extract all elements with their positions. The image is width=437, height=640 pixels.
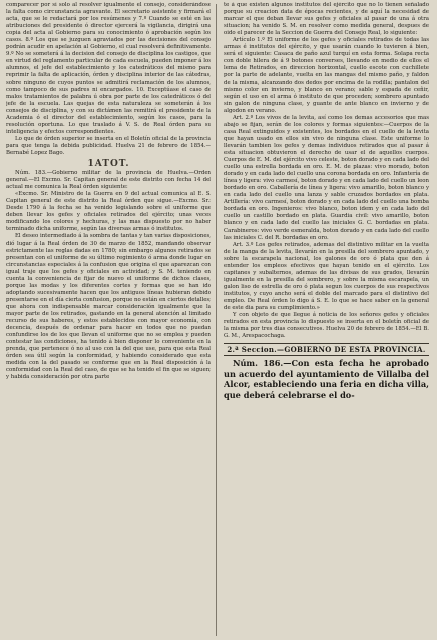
- stamp-mark: 1ATOT.: [87, 159, 130, 170]
- paragraph-royal-order-quote: «Excmo. Sr. Ministro de la Guerra en 9 del actual comunica al E. S. Capitan general de este distrito la Real órden que sigue.—Excmo. Sr.: Desde 1790 á la fecha se ha venido legislando sobre el uniforme que deben llevar los gefes y oficiales retirados del ejército; unas veces modificando los colores y hechuras, y las mas dispuesto por no haber terminado dicha uniforme, según las diversas armas ó institutos.: [6, 191, 211, 233]
- section-heading: 2.ª Seccion.—GOBIERNO DE ESTA PROVINCIA.: [224, 343, 429, 356]
- paragraph-article-1: Artículo 1.º El uniforme de los gefes y oficiales retirados de todas las armas é institutos del ejército, y que usarán cuando lo tuvieren á bien, será el siguiente: Casaca de paño azul turquí en esta forma. Solapa recta con doble hilera de á 9 botones converses, llevando en medio de ellos el lema de Retirados, en direccion horizontal, cuello escote con cuchillete por la parte de adelante, vuelta en las mangas del mismo paño, y faldon de la misma, alcanzando dos dedos por encima de la rodilla; pantalon del mismo color en invierno, y blanco en verano; sable y espada de ceñir, según el uso en el arma ó instituto de que proceden; sombrero apuntado sin galon de ninguna clase, y guante de ante blanco en invierno y de algodon en verano.: [224, 37, 429, 114]
- paragraph-resolution: te á que existen algunos institutos del ejército que no lo tienen señalado porque su creacion data de épocas recientes, y de aquí la necesidad de marcar el que deban llevar sus gefes y oficiales al pasar de una á otra situacion; ha venido S. M. en resolver como medida general, despues de oido el parecer de la Seccion de Guerra del Consejo Real, lo siguiente:: [224, 2, 429, 37]
- paragraph-publication-order: Lo que de órden superior se inserta en el Boletín oficial de la provincia para que tenga la debida publicidad. Huelva 21 de febrero de 1854.—Bernabé Lopez Bago.: [6, 135, 211, 156]
- paragraph-article-2: Art. 2.º Los vivos de la levita, así como los demas accesorios que mas abajo se fijan, serán de los colores y formas siguientes:—Cuerpos de la casa Real extinguidos y existentes, los bordados en el cuello de la levita que hayan usado en ellos sin vivo de ninguna clase. Este uniforme lo llevarán tambien los gefes y demas individuos retirados que al pasar á esta situacion obtuvieron el derecho de usar el de aquellos cuerpos. Cuerpos de E. M. del ejército vivo celeste, boton dorado y en cada lado del cuello una estrella bordada en oro. E. M. de plazas: vivo morado, boton dorado y en cada lado del cuello una corona bordada en oro. Infantería de línea y ligera: vivo carmesí, boton dorado y en cada lado del cuello un leon bordado en oro. Caballería de línea y ligera: vivo amarillo, boton blanco y en cada lado del cuello una lanza y sable cruzados bordados en plata. Artillería: vivo carmesí, boton dorado y en cada lado del cuello una bomba bordada en oro. Ingenieros: vivo blanco, boton idem y en cada lado del cuello un castillo bordado en plata. Guardia civil: vivo amarillo, boton blanco y en cada lado del cuello las iniciales G. C. bordadas en plata. Carabineros: vivo verde esmeralda, boton dorado y en cada lado del cuello las iniciales C. del R. bordadas en oro.: [224, 114, 429, 241]
- paragraph-discipline-council: comparecer por sí solo al resolver igualmente el consejo, considerándose la falta como circunstancia agravante. El secretario asistente y firmará el acta, que se le redactará por los resúmenes y 7.º Cuando se esté en las atribuciones del presidente ó director ejercerá la vigilancia, dirigirá una copia del acta al Gobierno para su conocimiento ó aprobación según los casos. 8.º Los que se juzguen agraviados por las decisiones del consejo podrán acudir en apelación al Gobierno, el cual resolverá definitivamente. 9.º No se someterá á la decision del consejo de disciplina los castigos, que en virtud del reglamento particular de cada escuela, pueden imponer á los alumnos, el jefe del establecimiento y los catedráticos del mismo para reprimir la falta de aplicación, órden y disciplina interior de las cátedras, sobre ninguno de cuyos puntos se admitirá reclamación de los alumnos, como tampoco de sus padres ni encargados. 10. Exceptúase el caso de malos tratamientos de palabra ú obra por parte de los catedráticos ó del jefe de la escuela. Las quejas de esta naturaleza se someterán á los consejos de disciplina, y con su dictámen las remitirá el presidente de la Academia ó el director del establecimiento, según los casos, para la resolución oportuna. Lo que traslado á V. S. de Real órden para su inteligencia y efectos correspondientes.: [6, 2, 211, 135]
- paragraph-article-3: Art. 3.º Los gefes retirados, ademas del distintivo militar en la vuelta de la manga de la levita, llevarán en la presilla del sombrero apuntado, y sobre la escarapela nacional, los galones de oro ó plata que den á entender los empleos efectivos que hayan tenido en el ejército. Los capitanes y subalternos, ademas de las divisas de sus grados, llevarán igualmente en la presilla del sombrero, y sobre la misma escarapela, un galon liso de estrella de oro ó plata segun los cuerpos de sus respectivos institutos, y cuyo ancho será el doble del marcado para el distintivo del empleo. De Real órden lo digo á S. E. lo que se hace saber en la general de este dia para su cumplimiento.»: [224, 241, 429, 312]
- paragraph-uniform-history: El deseo intermediado á la sombra de tantas y tan varias disposiciones, dió lugar á la Real órden de 30 de marzo de 1852, mandando observar estrictamente las reglas dadas en 1780; sin embargo algunos retirados se presentan con el uniforme de su último regimiento ó arma donde lugar en circunstancias especiales á la confusion que origina el que aparezcan con igual traje que los gefes y oficiales en actividad; y S. M. teniendo en cuenta la conveniencia de fijar de nuevo el uniforme de dichos clases, porque las modas y los diferentes cortes y formas que se han ido adoptando sucesivamente hacen que los antiguos líneas hubieran debido presentarse en el día cierta confusion, porque no están en ciertos detalles; que ahora con indispensable marcar consideración igualmente que la mayor parte de los retirados, gastando en la general atención al limitado recurso de sus haberes, y estos establecidos con mayor economía, con decencia, después de ordenar para hacer en todos que no puedan confundirse los de los que llevan el uniforme que no se emplea y pueden contestar las condiciones, ha tenido á bien disponer lo conveniente en la prenda, que pertenece ó no al uso con la del que use, para que esta Real órden sea útil según la conformidad, y habiendo considerado que esta medida con la del pasado se conforme que en la Real disposición á la conformidad con la Real del caso, de que se ha tenido el fin que se siguen; y habida consideración por otra parte: [6, 233, 211, 381]
- column-divider: [216, 4, 217, 636]
- paragraph-fair-approval: Núm. 186.—Con esta fecha he aprobado un acuerdo del ayuntamiento de Villalba del Alcor, estableciendo una feria en dicha villa, que deberá celebrarse el do-: [224, 358, 429, 400]
- paragraph-provincial-notice: Y con objeto de que llegue á noticia de los señores gefes y oficiales retirados en esta provincia lo dispuesto se inserta en el boletín oficial de la misma por tres dias consecutivos. Huelva 20 de febrero de 1854.—El B. G. M., Arespacochaga.: [224, 312, 429, 340]
- right-column: [224, 2, 429, 638]
- paragraph-military-order-intro: Núm. 183.—Gobierno militar de la provincia de Huelva.—Orden general.—El Excmo. Sr. Capitan general de este distrito con fecha 14 del actual me comunica la Real órden siguiente:: [6, 170, 211, 191]
- left-column: [6, 2, 211, 638]
